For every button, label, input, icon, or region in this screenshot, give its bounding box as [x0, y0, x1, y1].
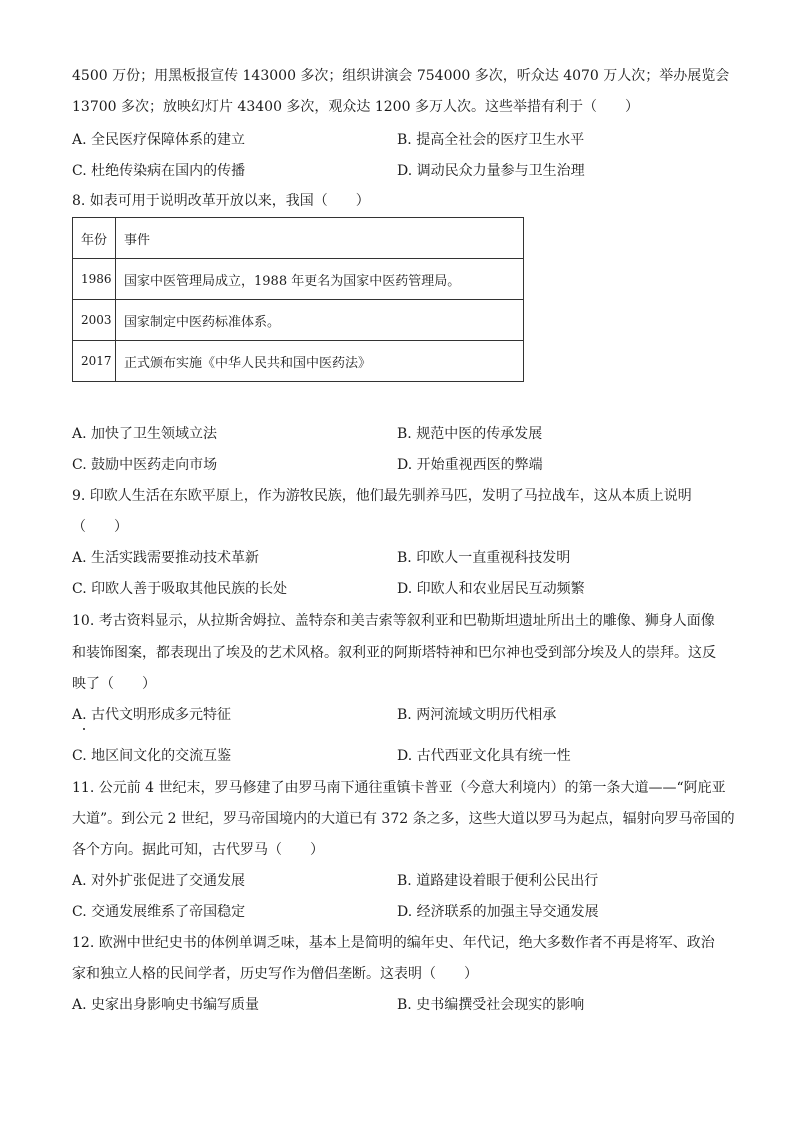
q11-stem-line-3: 各个方向。据此可知，古代罗马（ ）: [72, 842, 324, 858]
q10-stem-line-1: 10. 考古资料显示，从拉斯舍姆拉、盖特奈和美吉索等叙利亚和巴勒斯坦遗址所出土的雕像、狮身人面像: [72, 613, 715, 629]
q7-option-b: B. 提高全社会的医疗卫生水平: [397, 132, 585, 148]
q10-stem-line-2: 和装饰图案，都表现出了埃及的艺术风格。叙利亚的阿斯塔特神和巴尔神也受到部分埃及人的崇拜。这反: [72, 645, 716, 661]
q9-stem-line-2: （ ）: [72, 519, 128, 535]
q7-option-a: A. 全民医疗保障体系的建立: [72, 132, 246, 148]
table-cell-event: 国家中医管理局成立，1988 年更名为国家中医药管理局。: [116, 259, 524, 300]
table-row: [73, 341, 524, 382]
q9-option-c: C. 印欧人善于吸取其他民族的长处: [72, 581, 288, 597]
q8-option-c: C. 鼓励中医药走向市场: [72, 457, 218, 473]
q7-option-d: D. 调动民众力量参与卫生治理: [397, 163, 585, 179]
q7-option-c: C. 杜绝传染病在国内的传播: [72, 163, 246, 179]
q8-option-d: D. 开始重视西医的弊端: [397, 457, 543, 473]
q8-option-b: B. 规范中医的传承发展: [397, 426, 543, 442]
q10-option-a: A. 古代文明形成多元特征: [72, 707, 232, 723]
table-cell-event: 正式颁布实施《中华人民共和国中医药法》: [116, 341, 524, 382]
q12-option-a: A. 史家出身影响史书编写质量: [72, 997, 260, 1013]
table-cell-year: 2003: [73, 300, 116, 341]
q7-stem-line-1: 4500 万份；用黑板报宣传 143000 多次；组织讲演会 754000 多次，听众达 4070 万人次；举办展览会: [72, 68, 730, 84]
q11-stem-line-1: 11. 公元前 4 世纪末，罗马修建了由罗马南下通往重镇卡普亚（今意大利境内）的第一条大道——“阿庇亚: [72, 780, 726, 796]
q12-stem-line-1: 12. 欧洲中世纪史书的体例单调乏味，基本上是简明的编年史、年代记，绝大多数作者不再是将军、政治: [72, 935, 715, 951]
q7-stem-line-2: 13700 多次；放映幻灯片 43400 多次，观众达 1200 多万人次。这些举措有利于（ ）: [72, 99, 639, 115]
table-header-year: 年份: [73, 218, 116, 259]
q8-option-a: A. 加快了卫生领域立法: [72, 426, 218, 442]
q12-stem-line-2: 家和独立人格的民间学者，历史写作为僧侣垄断。这表明（ ）: [72, 966, 478, 982]
q11-stem-line-2: 大道”。到公元 2 世纪，罗马帝国境内的大道已有 372 条之多，这些大道以罗马为起点，辐射向罗马帝国的: [72, 811, 735, 827]
table-header-row: [73, 218, 524, 259]
q10-option-c: C. 地区间文化的交流互鉴: [72, 748, 232, 764]
q10-stem-line-3: 映了（ ）: [72, 676, 156, 692]
q11-option-a: A. 对外扩张促进了交通发展: [72, 873, 246, 889]
table-cell-year: 2017: [73, 341, 116, 382]
stray-mark: [83, 728, 85, 730]
table-row: [73, 300, 524, 341]
table-cell-year: 1986: [73, 259, 116, 300]
q9-option-b: B. 印欧人一直重视科技发明: [397, 550, 571, 566]
q8-stem: 8. 如表可用于说明改革开放以来，我国（ ）: [72, 193, 370, 209]
q11-option-d: D. 经济联系的加强主导交通发展: [397, 904, 599, 920]
table-row: [73, 259, 524, 300]
table-header-event: 事件: [116, 218, 524, 259]
q8-event-table: [72, 217, 524, 382]
q9-option-d: D. 印欧人和农业居民互动频繁: [397, 581, 585, 597]
q9-option-a: A. 生活实践需要推动技术革新: [72, 550, 260, 566]
q12-option-b: B. 史书编撰受社会现实的影响: [397, 997, 585, 1013]
q10-option-b: B. 两河流域文明历代相承: [397, 707, 557, 723]
q11-option-b: B. 道路建设着眼于便利公民出行: [397, 873, 599, 889]
q9-stem-line-1: 9. 印欧人生活在东欧平原上，作为游牧民族，他们最先驯养马匹，发明了马拉战车，这从本质上说明: [72, 488, 692, 504]
q10-option-d: D. 古代西亚文化具有统一性: [397, 748, 571, 764]
table-cell-event: 国家制定中医药标准体系。: [116, 300, 524, 341]
q11-option-c: C. 交通发展维系了帝国稳定: [72, 904, 246, 920]
